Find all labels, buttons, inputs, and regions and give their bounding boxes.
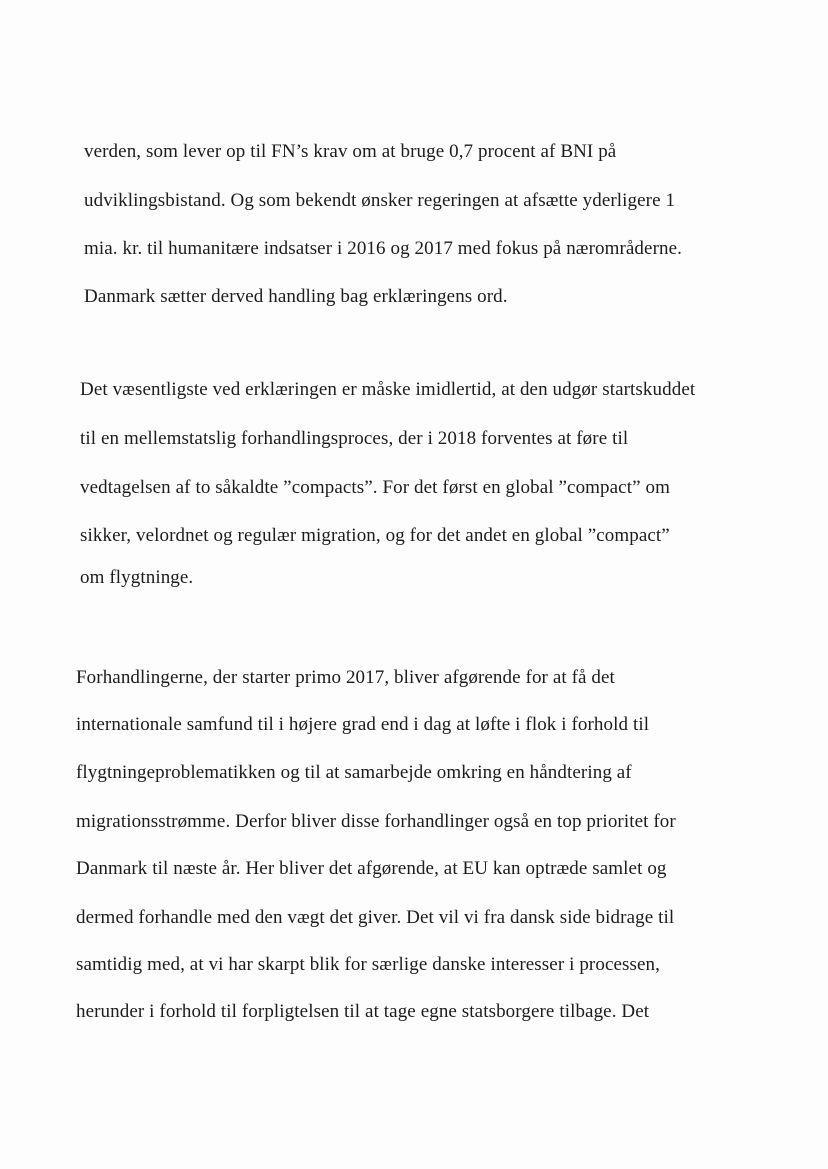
paragraph-3-line-1: Forhandlingerne, der starter primo 2017, bliver afgørende for at få det bbox=[76, 667, 615, 688]
paragraph-2-line-5: om flygtninge. bbox=[80, 567, 194, 588]
paragraph-2-line-4: sikker, velordnet og regulær migration, og for det andet en global ”compact” bbox=[80, 525, 670, 546]
paragraph-3-line-2: internationale samfund til i højere grad end i dag at løfte i flok i forhold til bbox=[76, 714, 650, 735]
paragraph-3-line-4: migrationsstrømme. Derfor bliver disse forhandlinger også en top prioritet for bbox=[76, 811, 676, 832]
paragraph-3-line-3: flygtningeproblematikken og til at samarbejde omkring en håndtering af bbox=[76, 762, 632, 783]
paragraph-2-line-1: Det væsentligste ved erklæringen er måske imidlertid, at den udgør startskuddet bbox=[80, 379, 696, 400]
paragraph-3-line-7: samtidig med, at vi har skarpt blik for særlige danske interesser i processen, bbox=[76, 954, 660, 975]
paragraph-3-line-6: dermed forhandle med den vægt det giver. Det vil vi fra dansk side bidrage til bbox=[76, 907, 675, 928]
paragraph-1-line-3: mia. kr. til humanitære indsatser i 2016 og 2017 med fokus på nærområderne. bbox=[84, 238, 682, 259]
paragraph-3-line-8: herunder i forhold til forpligtelsen til at tage egne statsborgere tilbage. Det bbox=[76, 1001, 650, 1022]
paragraph-2-line-2: til en mellemstatslig forhandlingsproces, der i 2018 forventes at føre til bbox=[80, 428, 629, 449]
paragraph-3-line-5: Danmark til næste år. Her bliver det afgørende, at EU kan optræde samlet og bbox=[76, 858, 667, 879]
paragraph-1-line-4: Danmark sætter derved handling bag erklæringens ord. bbox=[84, 286, 508, 307]
paragraph-2-line-3: vedtagelsen af to såkaldte ”compacts”. For det først en global ”compact” om bbox=[80, 477, 670, 498]
paragraph-1-line-2: udviklingsbistand. Og som bekendt ønsker regeringen at afsætte yderligere 1 bbox=[84, 190, 676, 211]
paragraph-1-line-1: verden, som lever op til FN’s krav om at bruge 0,7 procent af BNI på bbox=[84, 141, 617, 162]
